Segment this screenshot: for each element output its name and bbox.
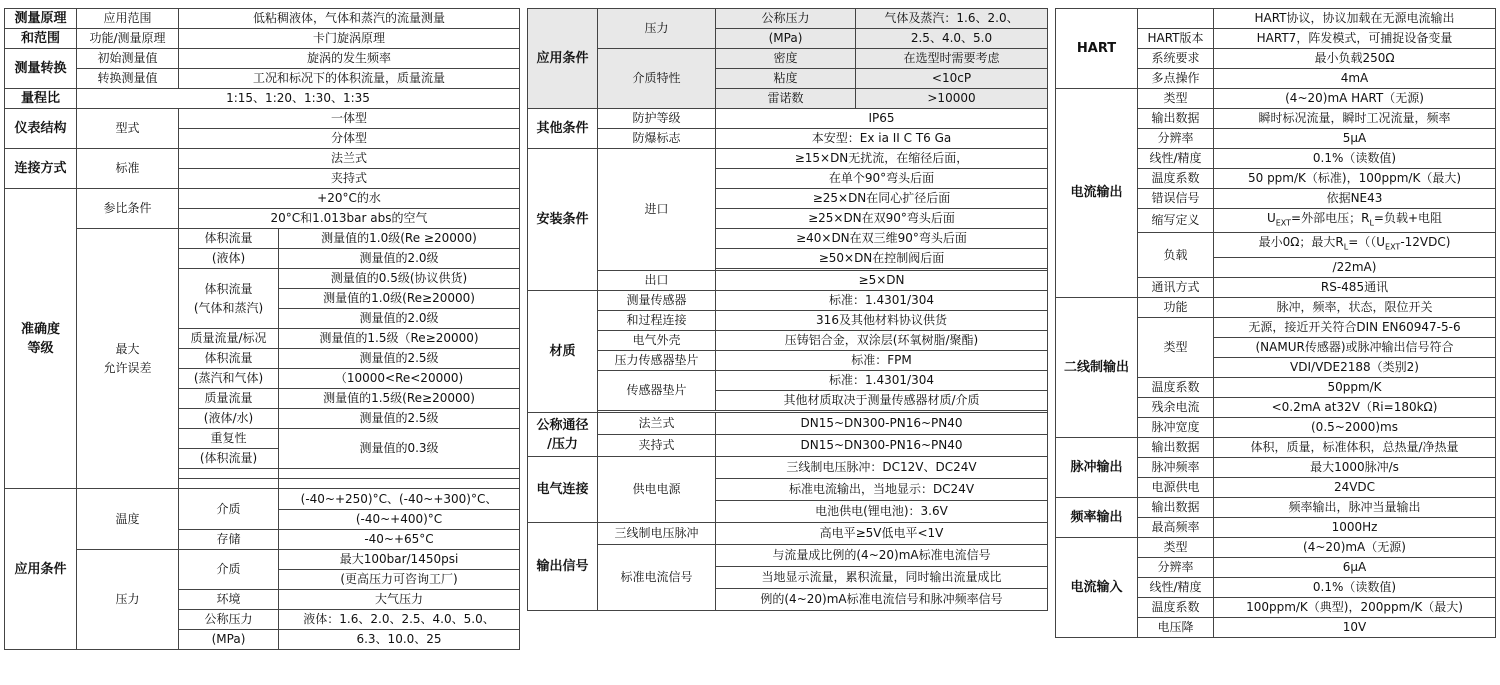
value-ref-water: +20°C的水 [179,189,520,209]
mid-label-std: 标准电流信号 [598,545,716,611]
mid-cat-material: 材质 [528,291,598,413]
left-table [4,8,520,650]
mid-label-nominal-unit: (MPa) [716,29,856,49]
label-type: 型式 [77,109,179,149]
mid-value-outlet: ≥5×DN [716,271,1048,291]
mid-label-ex: 防爆标志 [598,129,716,149]
r-label-func: 功能 [1138,297,1214,317]
r-label-ttc: 温度系数 [1138,377,1214,397]
cat-accuracy [5,189,77,489]
r-cat-current-in: 电流输入 [1056,537,1138,637]
r-label-multi: 多点操作 [1138,69,1214,89]
value-nominal-2: 6.3、10.0、25 [279,630,520,650]
r-value-hart-ver: HART7，阵发模式，可捕捉设备变量 [1214,29,1496,49]
label-temp-medium: 介质 [179,489,279,530]
mid-value-visc: <10cP [856,69,1048,89]
load-c: -12VDC) [1400,235,1451,250]
r-value-itc: 100ppm/K（典型)，200ppm/K（最大) [1214,597,1496,617]
mid-value-supply-2: 标准电流输出，当地显示：DC24V [716,479,1048,501]
mid-cat-install: 安装条件 [528,149,598,291]
acc-pad-3 [179,479,279,489]
acc-vol-liquid-v1: 测量值的1.0级(Re ≥20000) [279,229,520,249]
r-value-pw: (0.5~2000)ms [1214,417,1496,437]
r-cat-current-out: 电流输出 [1056,89,1138,298]
mid-value-std-2: 当地显示流量，累积流量，同时输出流量成比 [716,567,1048,589]
cat-principle-2: 和范围 [5,29,77,49]
mid-in-5: ≥50×DN在控制阀后面 [716,249,1048,269]
mid-label-nominal: 公称压力 [716,9,856,29]
label-app-range: 应用范围 [77,9,179,29]
value-temp-medium-1: (-40~+250)°C、(-40~+300)°C、 [279,489,520,510]
mid-value-wafer: DN15~DN300-PN16~PN40 [716,435,1048,457]
mid-label-medium-prop: 介质特性 [598,49,716,109]
r-cat-hart: HART [1056,9,1138,89]
r-label-resid: 残余电流 [1138,397,1214,417]
mid-label-inlet: 进口 [598,149,716,271]
label-env: 环境 [179,590,279,610]
value-ref-air: 20°C和1.013bar abs的空气 [179,209,520,229]
r-value-ttc: 50ppm/K [1214,377,1496,397]
load-a: 最小0Ω；最大R [1258,235,1344,250]
r-value-ires: 6μA [1214,557,1496,577]
mid-in-4: ≥40×DN在双三维90°弯头后面 [716,229,1048,249]
mid-label-wafer: 夹持式 [598,435,716,457]
r-value-fmax: 1000Hz [1214,517,1496,537]
value-initial: 旋涡的发生频率 [179,49,520,69]
mid-label-pressure: 压力 [598,9,716,49]
label-storage: 存储 [179,530,279,550]
value-nominal-1: 液体：1.6、2.0、2.5、4.0、5.0、 [279,610,520,630]
cat-principle-1: 测量原理 [5,9,77,29]
label-initial: 初始测量值 [77,49,179,69]
mid-value-std-1: 与流量成比例的(4~20)mA标准电流信号 [716,545,1048,567]
label-converted: 转换测量值 [77,69,179,89]
mid-label-pgasket: 压力传感器垫片 [598,351,716,371]
mid-label-prot: 防护等级 [598,109,716,129]
value-temp-medium-2: (-40~+400)°C [279,510,520,530]
mid-value-pulse: 高电平≥5V低电平<1V [716,523,1048,545]
acc-pad-1 [179,469,279,479]
value-press-medium-1: 最大100bar/1450psi [279,550,520,570]
r-value-ttype-1: 无源，接近开关符合DIN EN60947-5-6 [1214,317,1496,337]
label-max-error-line1: 最大 [115,341,140,356]
cat-structure: 仪表结构 [5,109,77,149]
r-value-ttype-2: (NAMUR传感器)或脉冲输出信号符合 [1214,337,1496,357]
acc-vol-gas [179,269,279,329]
mid-cat-dn [528,413,598,457]
mid-label-flange: 法兰式 [598,413,716,435]
mid-label-outlet: 出口 [598,271,716,291]
acc-repeat: 重复性 [179,429,279,449]
r-value-odata: 瞬时标况流量，瞬时工况流量，频率 [1214,109,1496,129]
acc-vol-steam-b: (蒸汽和气体) [179,369,279,389]
mid-value-std-3: 例的(4~20)mA标准电流信号和脉冲频率信号 [716,589,1048,611]
acc-vol-gas-v2: 测量值的1.0级(Re≥20000) [279,289,520,309]
mid-value-supply-3: 电池供电(锂电池)：3.6V [716,501,1048,523]
mid-cat-other: 其他条件 [528,109,598,149]
cat-accuracy-line1: 准确度 [20,321,60,337]
mid-label-sensor-1: 测量传感器 [598,291,716,311]
r-label-pdata: 输出数据 [1138,437,1214,457]
value-integral: 一体型 [179,109,520,129]
right-table [1055,8,1496,638]
mid-cat-dn-l1: 公称通径 [536,417,589,433]
r-label-fmax: 最高频率 [1138,517,1214,537]
mid-in-3: ≥25×DN在双90°弯头后面 [716,209,1048,229]
r-label-hart-ver: HART版本 [1138,29,1214,49]
mid-value-sgasket-1: 标准：1.4301/304 [716,371,1048,391]
r-label-itype: 类型 [1138,537,1214,557]
r-value-func: 脉冲，频率，状态，限位开关 [1214,297,1496,317]
mid-label-density: 密度 [716,49,856,69]
cat-app-cond: 应用条件 [5,489,77,650]
r-value-resid: <0.2mA at32V（Ri=180kΩ) [1214,397,1496,417]
mid-value-gas-2: 2.5、4.0、5.0 [856,29,1048,49]
r-label-lin: 线性/精度 [1138,149,1214,169]
r-value-ilin: 0.1%（读数值) [1214,577,1496,597]
acc-pad-2 [279,469,520,479]
mid-value-sgasket-2: 其他材质取决于测量传感器材质/介质 [716,391,1048,411]
r-hart-empty [1138,9,1214,29]
label-reference: 参比条件 [77,189,179,229]
r-value-pdata: 体积，质量，标准体积，总热量/净热量 [1214,437,1496,457]
abbr-mid: =外部电压；R [1291,211,1370,225]
mid-cat-dn-l2: /压力 [547,436,578,452]
acc-vol-liquid-b: (液体) [179,249,279,269]
cat-turndown: 量程比 [5,89,77,109]
cat-connection: 连接方式 [5,149,77,189]
left-spec-table [4,8,519,650]
abbr-end: =负载+电阻 [1373,211,1443,225]
mid-cat-output: 输出信号 [528,523,598,611]
cat-conversion: 测量转换 [5,49,77,89]
value-principle: 卡门旋涡原理 [179,29,520,49]
value-remote: 分体型 [179,129,520,149]
label-nominal-unit: (MPa) [179,630,279,650]
r-label-tc: 温度系数 [1138,169,1214,189]
r-value-type: (4~20)mA HART（无源) [1214,89,1496,109]
r-cat-freq: 频率输出 [1056,497,1138,537]
r-cat-two-wire: 二线制输出 [1056,297,1138,437]
label-principle: 功能/测量原理 [77,29,179,49]
r-hart-protocol: HART协议，协议加载在无源电流输出 [1214,9,1496,29]
right-spec-table [1055,8,1495,638]
r-label-load: 负载 [1138,233,1214,277]
label-press-medium: 介质 [179,550,279,590]
r-label-abbr: 缩写定义 [1138,209,1214,233]
label-temp: 温度 [77,489,179,550]
r-label-pfreq: 脉冲频率 [1138,457,1214,477]
value-converted: 工况和标况下的体积流量，质量流量 [179,69,520,89]
abbr-u: U [1266,211,1276,225]
r-value-fdata: 频率输出，脉冲当量输出 [1214,497,1496,517]
r-value-load-1 [1214,233,1496,257]
abbr-u-sub: EXT [1275,218,1292,228]
r-label-fdata: 输出数据 [1138,497,1214,517]
label-pressure: 压力 [77,550,179,650]
acc-mass-liquid-v1: 测量值的1.5级(Re≥20000) [279,389,520,409]
r-value-itype: (4~20)mA（无源) [1214,537,1496,557]
mid-cat-app: 应用条件 [528,9,598,109]
r-value-comm: RS-485通讯 [1214,277,1496,297]
value-storage: -40~+65°C [279,530,520,550]
value-flange: 法兰式 [179,149,520,169]
mid-label-housing: 电气外壳 [598,331,716,351]
load-a-sub: L [1343,242,1349,252]
acc-vol-liquid-v2: 测量值的2.0级 [279,249,520,269]
acc-mass-liquid-v2: 测量值的2.5级 [279,409,520,429]
r-label-comm: 通讯方式 [1138,277,1214,297]
r-value-ttype-3: VDI/VDE2188（类别2) [1214,357,1496,377]
r-label-pw: 脉冲宽度 [1138,417,1214,437]
acc-mass-std: 质量流量/标况 [179,329,279,349]
mid-value-re: >10000 [856,89,1048,109]
mid-value-prot: IP65 [716,109,1048,129]
acc-vol-gas-l2: (气体和蒸汽) [193,300,264,315]
abbr-r-sub: L [1369,218,1374,228]
cat-accuracy-line2: 等级 [27,340,54,356]
mid-value-flange: DN15~DN300-PN16~PN40 [716,413,1048,435]
r-value-lin: 0.1%（读数值) [1214,149,1496,169]
mid-value-density: 在选型时需要考虑 [856,49,1048,69]
r-value-sys: 最小负载250Ω [1214,49,1496,69]
acc-vol-steam: 体积流量 [179,349,279,369]
mid-value-housing: 压铸铝合金，双涂层(环氧树脂/聚酯) [716,331,1048,351]
r-value-res: 5μA [1214,129,1496,149]
r-value-tc: 50 ppm/K（标准)，100ppm/K（最大) [1214,169,1496,189]
mid-in-2: ≥25×DN在同心扩径后面 [716,189,1048,209]
r-label-err: 错误信号 [1138,189,1214,209]
acc-repeat-b: (体积流量) [179,449,279,469]
acc-vol-steam-v1: 测量值的2.5级 [279,349,520,369]
acc-mass-liquid: 质量流量 [179,389,279,409]
r-label-ttype: 类型 [1138,317,1214,377]
r-label-type: 类型 [1138,89,1214,109]
mid-label-pulse: 三线制电压脉冲 [598,523,716,545]
mid-value-gas-1: 气体及蒸汽：1.6、2.0、 [856,9,1048,29]
value-app-range: 低粘稠液体，气体和蒸汽的流量测量 [179,9,520,29]
label-nominal: 公称压力 [179,610,279,630]
acc-repeat-v: 测量值的0.3级 [279,429,520,469]
acc-mass-std-v: 测量值的1.5级（Re≥20000) [279,329,520,349]
label-max-error [77,229,179,489]
acc-vol-gas-v3: 测量值的2.0级 [279,309,520,329]
acc-vol-liquid: 体积流量 [179,229,279,249]
mid-label-supply: 供电电源 [598,457,716,523]
r-label-res: 分辨率 [1138,129,1214,149]
r-value-err: 依据NE43 [1214,189,1496,209]
label-standard: 标准 [77,149,179,189]
acc-mass-liquid-b: (液体/水) [179,409,279,429]
mid-cat-elec: 电气连接 [528,457,598,523]
middle-table [527,8,1048,611]
mid-label-sensor-2: 和过程连接 [598,311,716,331]
r-value-vdrop: 10V [1214,617,1496,637]
r-label-itc: 温度系数 [1138,597,1214,617]
load-b: =（（U [1348,235,1386,250]
r-label-psup: 电源供电 [1138,477,1214,497]
mid-label-re: 雷诺数 [716,89,856,109]
mid-value-pgasket: 标准：FPM [716,351,1048,371]
mid-in-1: ≥15×DN无扰流，在缩径后面， [716,149,1048,169]
acc-pad-4 [279,479,520,489]
middle-spec-table [527,8,1047,611]
acc-vol-steam-v2: （10000<Re<20000) [279,369,520,389]
r-value-multi: 4mA [1214,69,1496,89]
r-label-ires: 分辨率 [1138,557,1214,577]
r-value-abbr [1214,209,1496,233]
r-label-sys: 系统要求 [1138,49,1214,69]
mid-value-sensor-1: 标准：1.4301/304 [716,291,1048,311]
r-label-vdrop: 电压降 [1138,617,1214,637]
r-label-odata: 输出数据 [1138,109,1214,129]
value-turndown: 1:15、1:20、1:30、1:35 [77,89,520,109]
label-max-error-line2: 允许误差 [103,360,152,375]
mid-value-ex: 本安型：Ex ia II C T6 Ga [716,129,1048,149]
value-wafer: 夹持式 [179,169,520,189]
mid-label-sgasket: 传感器垫片 [598,371,716,411]
r-value-load-2: /22mA) [1214,257,1496,277]
value-press-medium-2: (更高压力可咨询工厂) [279,570,520,590]
acc-vol-gas-l1: 体积流量 [204,281,253,296]
mid-label-visc: 粘度 [716,69,856,89]
r-value-pfreq: 最大1000脉冲/s [1214,457,1496,477]
load-b-sub: EXT [1385,242,1401,252]
mid-value-supply-1: 三线制电压脉冲：DC12V、DC24V [716,457,1048,479]
r-label-ilin: 线性/精度 [1138,577,1214,597]
mid-value-sensor-2: 316及其他材料协议供货 [716,311,1048,331]
mid-in-1b: 在单个90°弯头后面 [716,169,1048,189]
value-env: 大气压力 [279,590,520,610]
r-value-psup: 24VDC [1214,477,1496,497]
acc-vol-gas-v1: 测量值的0.5级(协议供货) [279,269,520,289]
r-cat-pulse: 脉冲输出 [1056,437,1138,497]
